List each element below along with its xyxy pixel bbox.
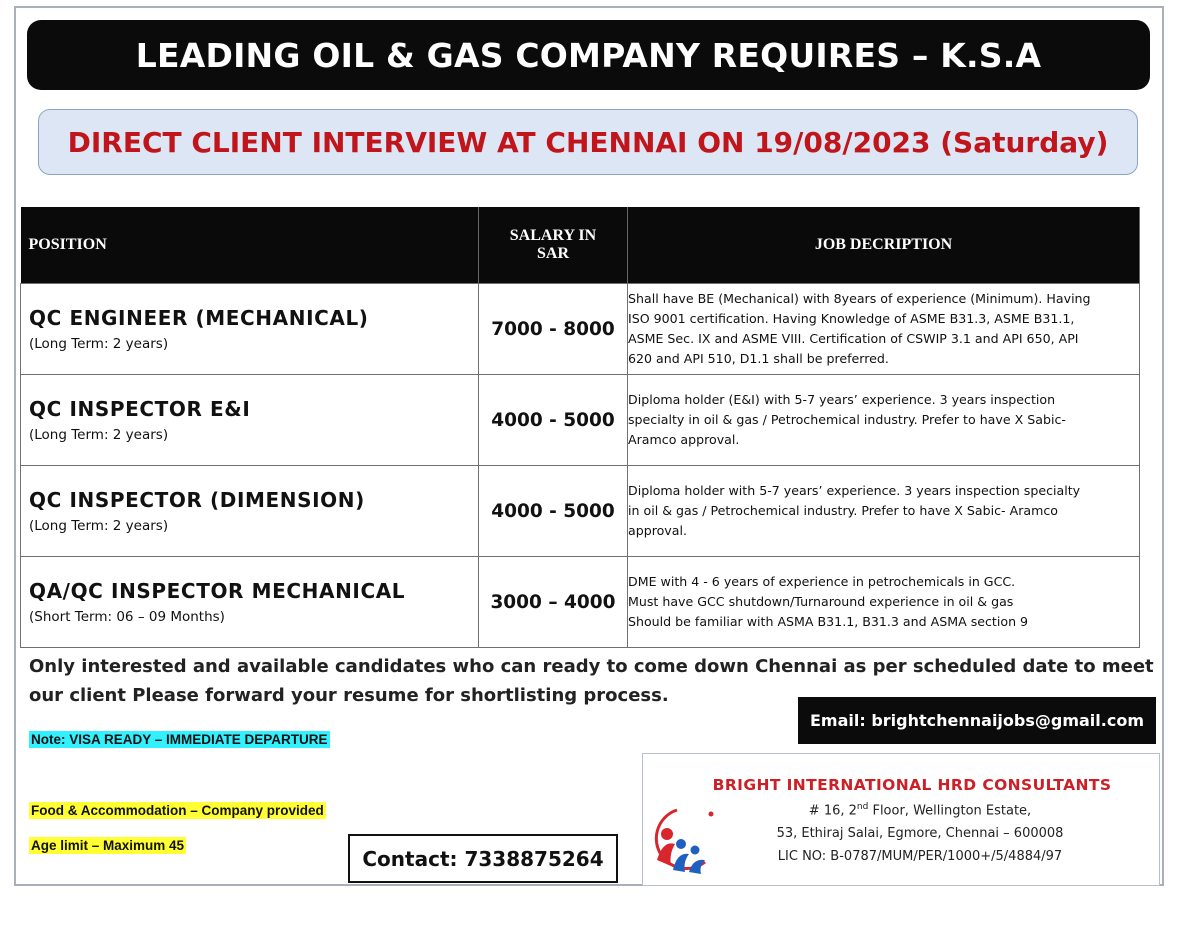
application-message-line: our client Please forward your resume for shortlisting process. (29, 685, 669, 706)
consultant-address-line2: 53, Ethiraj Salai, Egmore, Chennai – 600008 (776, 826, 1064, 841)
position-title: QC INSPECTOR (DIMENSION) (29, 488, 365, 512)
address-line1-pre: # 16, 2 (808, 803, 857, 819)
consultant-license: LIC NO: B-0787/MUM/PER/1000+/5/4884/97 (777, 849, 1063, 864)
description-cell (628, 284, 1140, 375)
email-box (798, 697, 1156, 744)
position-term: (Short Term: 06 – 09 Months) (29, 609, 225, 625)
food-note: Food & Accommodation – Company provided (31, 803, 324, 818)
description-line: approval. (628, 523, 687, 538)
headline (27, 20, 1150, 90)
position-title: QC ENGINEER (MECHANICAL) (29, 306, 369, 330)
table-row (21, 466, 1140, 557)
description-line: Diploma holder (E&I) with 5-7 years’ experience. 3 years inspection (628, 392, 1056, 407)
contact-box (348, 834, 618, 883)
position-title: QA/QC INSPECTOR MECHANICAL (29, 579, 406, 603)
headline-text: LEADING OIL & GAS COMPANY REQUIRES – K.S.A (135, 35, 1042, 75)
description-line: Aramco approval. (628, 432, 740, 447)
visa-note: Note: VISA READY – IMMEDIATE DEPARTURE (31, 732, 328, 747)
description-line: 620 and API 510, D1.1 shall be preferred. (628, 351, 889, 366)
description-line: Shall have BE (Mechanical) with 8years of experience (Minimum). Having (628, 291, 1091, 306)
address-line1-post: Floor, Wellington Estate, (868, 803, 1032, 819)
interview-banner (38, 109, 1138, 175)
description-cell (628, 466, 1140, 557)
description-line: specialty in oil & gas / Petrochemical industry. Prefer to have X Sabic- (628, 412, 1066, 427)
position-term: (Long Term: 2 years) (29, 336, 169, 352)
position-cell (21, 375, 479, 466)
jobs-table (20, 207, 1140, 648)
email-text[interactable]: Email: brightchennaijobs@gmail.com (809, 711, 1144, 730)
description-line: Should be familiar with ASMA B31.1, B31.3 and ASMA section 9 (628, 614, 1029, 629)
age-note: Age limit – Maximum 45 (31, 838, 185, 853)
salary-cell: 4000 - 5000 (479, 466, 628, 557)
description-line: Must have GCC shutdown/Turnaround experience in oil & gas (628, 594, 1014, 609)
table-row (21, 375, 1140, 466)
description-cell (628, 375, 1140, 466)
header-salary-line2: SAR (536, 245, 569, 262)
table-row (21, 284, 1140, 375)
description-line: DME with 4 - 6 years of experience in petrochemicals in GCC. (628, 574, 1016, 589)
application-message-line: Only interested and available candidates who can ready to come down Chennai as per scheduled date to meet (29, 656, 1154, 677)
description-line: Diploma holder with 5-7 years’ experience. 3 years inspection specialty (628, 483, 1081, 498)
interview-banner-text: DIRECT CLIENT INTERVIEW AT CHENNAI ON 19/08/2023 (Saturday) (67, 125, 1109, 159)
description-line: ASME Sec. IX and ASME VIII. Certification of CSWIP 3.1 and API 650, API (628, 331, 1079, 346)
description-line: in oil & gas / Petrochemical industry. Prefer to have X Sabic- Aramco (628, 503, 1058, 518)
address-line1-sup: nd (856, 802, 869, 812)
contact-text[interactable]: Contact: 7338875264 (362, 846, 604, 871)
header-salary (479, 207, 628, 284)
description-line: ISO 9001 certification. Having Knowledge of ASME B31.3, ASME B31.1, (628, 311, 1075, 326)
table-row (21, 557, 1140, 648)
position-term: (Long Term: 2 years) (29, 518, 169, 534)
header-description: JOB DECRIPTION (628, 207, 1140, 284)
consultant-address-line1 (700, 802, 1140, 818)
position-cell (21, 284, 479, 375)
description-cell (628, 557, 1140, 648)
position-title: QC INSPECTOR E&I (29, 397, 251, 421)
position-term: (Long Term: 2 years) (29, 427, 169, 443)
header-position: POSITION (21, 207, 479, 284)
header-salary-line1: SALARY IN (509, 227, 597, 244)
salary-cell: 4000 - 5000 (479, 375, 628, 466)
salary-cell: 3000 – 4000 (479, 557, 628, 648)
position-cell (21, 557, 479, 648)
position-cell (21, 466, 479, 557)
salary-cell: 7000 - 8000 (479, 284, 628, 375)
table-header-row (21, 207, 1140, 284)
consultant-name: BRIGHT INTERNATIONAL HRD CONSULTANTS (712, 776, 1112, 794)
